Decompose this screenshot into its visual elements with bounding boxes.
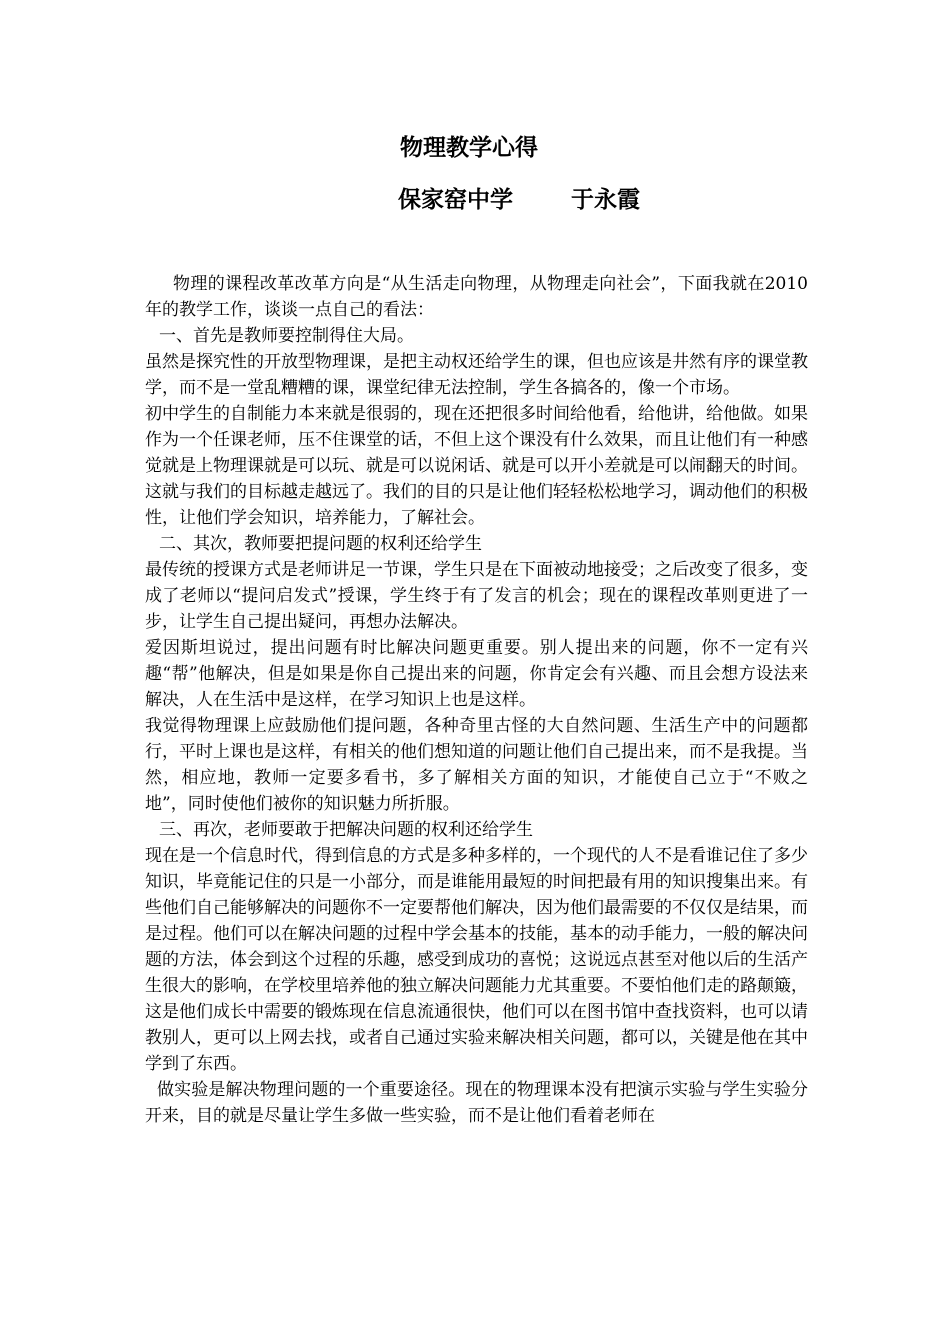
author-name: 于永霞 [571, 187, 640, 213]
paragraph: 虽然是探究性的开放型物理课，是把主动权还给学生的课，但也应该是井然有序的课堂教学，而不是一堂乱糟糟的课，课堂纪律无法控制，学生各搞各的，像一个市场。 [145, 352, 808, 398]
author-line [398, 183, 640, 217]
section-heading-2: 二、其次，教师要把提问题的权利还给学生 [159, 534, 482, 554]
paragraph: 初中学生的自制能力本来就是很弱的，现在还把很多时间给他看，给他讲，给他做。如果作为一个任课老师，压不住课堂的话，不但上这个课没有什么效果，而且让他们有一种感觉就是上物理课就是可以玩、就是可以说闲话、就是可以开小差就是可以闹翻天的时间。这就与我们的目标越走越远了。我们的目的只是让他们轻轻松松地学习，调动他们的积极性，让他们学会知识，培养能力，了解社会。 [145, 404, 808, 528]
paragraph-intro: 物理的课程改革改革方向是“从生活走向物理，从物理走向社会”，下面我就在2010年的教学工作，谈谈一点自己的看法： [145, 274, 808, 320]
school-name: 保家窑中学 [398, 187, 513, 213]
document-body [145, 271, 808, 1129]
paragraph: 做实验是解决物理问题的一个重要途径。现在的物理课本没有把演示实验与学生实验分开来，目的就是尽量让学生多做一些实验，而不是让他们看着老师在 [145, 1080, 808, 1126]
paragraph: 我觉得物理课上应鼓励他们提问题，各种奇里古怪的大自然问题、生活生产中的问题都行，平时上课也是这样，有相关的他们想知道的问题让他们自己提出来，而不是我提。当然，相应地，教师一定要多看书，多了解相关方面的知识，才能使自己立于“不败之地”，同时使他们被你的知识魅力所折服。 [145, 716, 808, 814]
paragraph: 最传统的授课方式是老师讲足一节课，学生只是在下面被动地接受；之后改变了很多，变成了老师以“提问启发式”授课，学生终于有了发言的机会；现在的课程改革则更进了一步，让学生自己提出疑问，再想办法解决。 [145, 560, 808, 632]
paragraph: 现在是一个信息时代，得到信息的方式是多种多样的，一个现代的人不是看谁记住了多少知识，毕竟能记住的只是一小部分，而是谁能用最短的时间把最有用的知识搜集出来。有些他们自己能够解决的问题你不一定要帮他们解决，因为他们最需要的不仅仅是结果，而是过程。他们可以在解决问题的过程中学会基本的技能，基本的动手能力，一般的解决问题的方法，体会到这个过程的乐趣，感受到成功的喜悦；这说远点甚至对他以后的生活产生很大的影响，在学校里培养他的独立解决问题能力尤其重要。不要怕他们走的路颠簸，这是他们成长中需要的锻炼现在信息流通很快，他们可以在图书馆中查找资料，也可以请教别人，更可以上网去找，或者自己通过实验来解决相关问题，都可以，关键是他在其中学到了东西。 [145, 846, 808, 1074]
section-heading-3: 三、再次，老师要敢于把解决问题的权利还给学生 [159, 820, 533, 840]
paragraph: 爱因斯坦说过，提出问题有时比解决问题更重要。别人提出来的问题，你不一定有兴趣“帮”他解决，但是如果是你自己提出来的问题，你肯定会有兴趣、而且会想方设法来解决，人在生活中是这样，在学习知识上也是这样。 [145, 638, 808, 710]
section-heading-1: 一、首先是教师要控制得住大局。 [159, 326, 414, 346]
document-title: 物理教学心得 [400, 135, 538, 161]
